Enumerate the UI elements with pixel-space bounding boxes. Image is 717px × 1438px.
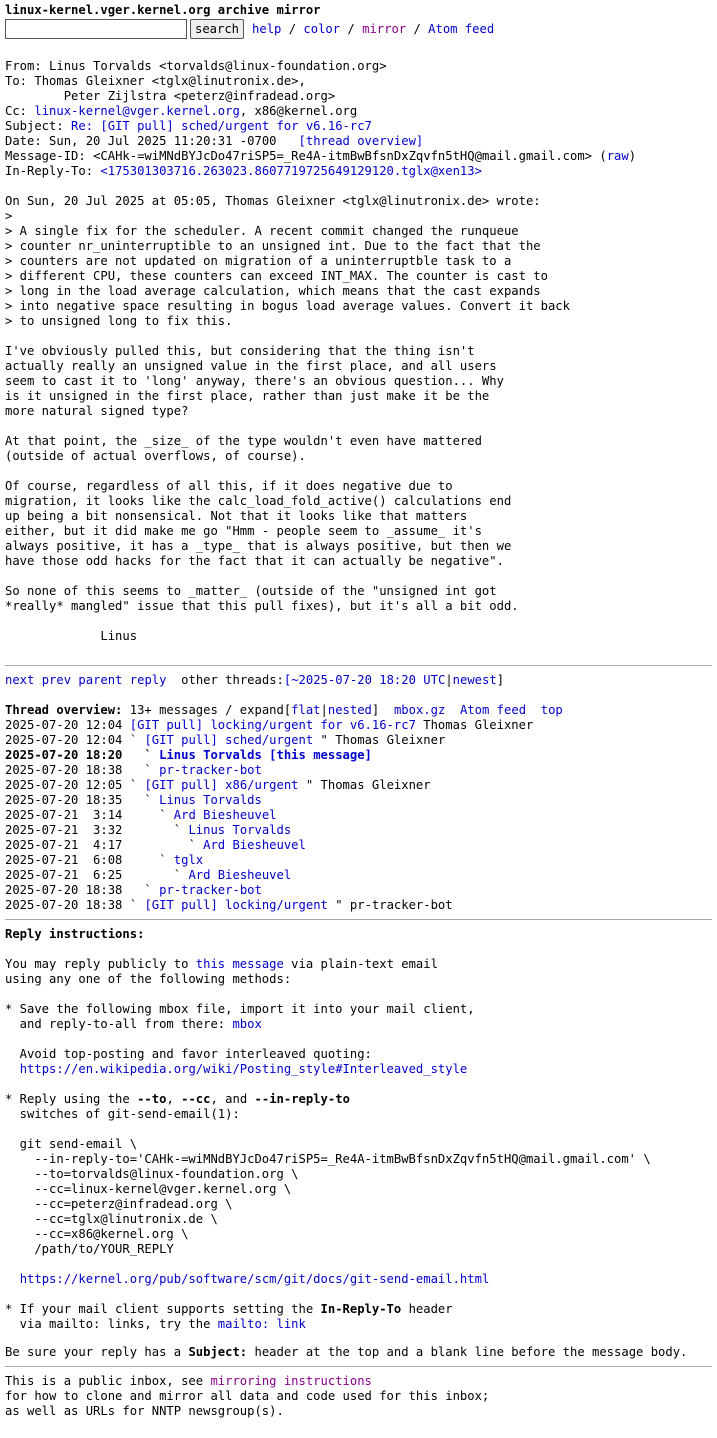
thread-item-link[interactable]: [GIT pull] sched/urgent [144, 733, 314, 747]
thread-item [5, 793, 712, 808]
thread-item-date: 2025-07-20 12:05 [5, 778, 130, 792]
thread-item-indent: ` [129, 838, 204, 852]
from-value: Linus Torvalds <torvalds@linux-foundation.org> [49, 59, 387, 73]
thread-item [5, 808, 712, 823]
message-nav: next prev parent reply other threads:[~2025-07-20 18:20 UTC|newest] [5, 673, 505, 687]
thread-item-link[interactable]: pr-tracker-bot [159, 883, 262, 897]
reply-heading: Reply instructions: [5, 927, 145, 941]
thread-item-date: 2025-07-21 3:14 [5, 808, 130, 822]
page-title: linux-kernel.vger.kernel.org archive mirror [5, 3, 321, 17]
next-link[interactable]: next [5, 673, 35, 687]
message-body: On Sun, 20 Jul 2025 at 05:05, Thomas Gleixner <tglx@linutronix.de> wrote: > > A single fix for the scheduler. A recent commit changed the runqueue > counter nr_uninterruptible to an unsigned int. Due to the fact that the > counters are not updated on migration of a uninterruptble task to a > different CPU, these counters can exceed INT_MAX. The counter is cast to > long in the load average calculation, which means that the cast expands > into negative space resulting in bogus load average values. Convert it back > to unsigned long to fix this. I've obviously pulled this, but considering that the thing isn't actually really an unsigned value in the first place, and all users seem to cast it to 'long' anyway, there's an obvious question... Why is it unsigned in the first place, rather than just make it be the more natural signed type? At that point, the _size_ of the type wouldn't even have mattered (outside of actual overflows, of course). Of course, regardless of all this, if it does negative due to migration, it looks like the calc_load_fold_active() calculations end up being a bit nonsensical. Not that it looks like that matters either, but it did make me go "Hmm - people seem to _assume_ it's always positive, it has a _type_ that is always positive, but then we have those odd hacks for the fact that it can actually be negative". So none of this seems to _matter_ (outside of the "unsigned int got *really* mangled" issue that this pull fixes), but it's all a bit odd. Linus [5, 194, 570, 643]
prev-link[interactable]: prev [41, 673, 72, 687]
thread-item-author: " pr-tracker-bot [327, 898, 453, 912]
thread-item-indent: ` [129, 868, 189, 882]
mirroring-instructions-link[interactable]: mirroring instructions [210, 1374, 372, 1388]
thread-item-link[interactable]: pr-tracker-bot [159, 763, 262, 777]
thread-item [5, 733, 712, 748]
thread-overview-header: Thread overview: 13+ messages / expand[flat|nested] mbox.gz Atom feed top [5, 703, 563, 717]
divider [5, 919, 712, 920]
posting-style-link[interactable]: https://en.wikipedia.org/wiki/Posting_style#Interleaved_style [19, 1062, 468, 1076]
thread-item-indent: ` [129, 748, 160, 762]
divider [5, 665, 712, 666]
thread-item-date: 2025-07-21 4:17 [5, 838, 130, 852]
message-headers: From: Linus Torvalds <torvalds@linux-foundation.org> To: Thomas Gleixner <tglx@linutronix.de>, Peter Zijlstra <peterz@infradead.org> Cc: linux-kernel@vger.kernel.org, x86@kernel.org Subject: Re: [GIT pull] sched/urgent for v6.16-rc7 Date: Sun, 20 Jul 2025 11:20:31 -0700 [thread overview] Message-ID: <CAHk-=wiMNdBYJcDo47riSP5=_Re4A-itmBwBfsnDxZqvfn5tHQ@mail.gmail.com> (raw) In-Reply-To: <175301303716.263023.8607719725649129120.tglx@xen13> [5, 59, 712, 179]
mirror-link[interactable]: mirror [362, 21, 407, 36]
help-link[interactable]: help [252, 21, 282, 36]
thread-item-indent: ` [129, 898, 145, 912]
to-value: Thomas Gleixner <tglx@linutronix.de>, [34, 74, 306, 88]
thread-item-date: 2025-07-21 6:08 [5, 853, 130, 867]
this-message-link[interactable]: this message [195, 957, 284, 971]
subject-link[interactable]: Re: [GIT pull] sched/urgent for v6.16-rc7 [71, 119, 372, 133]
thread-item-date: 2025-07-20 18:38 [5, 898, 130, 912]
thread-item [5, 853, 712, 868]
thread-item-date: 2025-07-20 12:04 [5, 733, 130, 747]
thread-item-date: 2025-07-20 18:38 [5, 763, 130, 777]
thread-item-indent: ` [129, 883, 160, 897]
thread-item [5, 868, 712, 883]
date-range-link[interactable]: [~2025-07-20 18:20 UTC [283, 673, 446, 687]
thread-item-link[interactable]: Linus Torvalds [this message] [159, 748, 372, 762]
thread-item-indent: ` [129, 733, 145, 747]
date-value: Sun, 20 Jul 2025 11:20:31 -0700 [49, 134, 299, 148]
thread-item [5, 778, 712, 793]
thread-item-date: 2025-07-21 6:25 [5, 868, 130, 882]
divider [5, 1366, 712, 1367]
message-id-value: <CAHk-=wiMNdBYJcDo47riSP5=_Re4A-itmBwBfsnDxZqvfn5tHQ@mail.gmail.com> [93, 149, 593, 163]
thread-item-link[interactable]: [GIT pull] locking/urgent [144, 898, 328, 912]
thread-atom-link[interactable]: Atom feed [460, 703, 527, 717]
thread-item-indent: ` [129, 823, 189, 837]
thread-item-date: 2025-07-20 18:20 [5, 748, 130, 762]
git-send-email-command: git send-email \ --in-reply-to='CAHk-=wiMNdBYJcDo47riSP5=_Re4A-itmBwBfsnDxZqvfn5tHQ@mail.gmail.com' \ --to=torvalds@linux-foundation.org \ --cc=linux-kernel@vger.kernel.org \ --cc=peterz@infradead.org \ --cc=tglx@linutronix.de \ --cc=x86@kernel.org \ /path/to/YOUR_REPLY [5, 1137, 651, 1256]
thread-item-indent: ` [129, 778, 145, 792]
thread-item-date: 2025-07-20 18:38 [5, 883, 130, 897]
thread-item-indent: ` [129, 853, 174, 867]
thread-item-date: 2025-07-20 18:35 [5, 793, 130, 807]
thread-list [5, 718, 712, 913]
thread-item-link[interactable]: Linus Torvalds [159, 793, 262, 807]
thread-item [5, 718, 712, 733]
thread-overview-link[interactable]: [thread overview] [298, 134, 424, 148]
thread-item-indent: ` [129, 808, 174, 822]
thread-item-indent: ` [129, 793, 160, 807]
to-value-2: Peter Zijlstra <peterz@infradead.org> [5, 89, 336, 103]
search-bar: search help / color / mirror / Atom feed [5, 18, 712, 40]
footer: This is a public inbox, see mirroring instructions for how to clone and mirror all data and code used for this inbox; as well as URLs for NNTP newsgroup(s). [5, 1374, 490, 1418]
thread-item [5, 898, 712, 913]
thread-item-author: Thomas Gleixner [415, 718, 534, 732]
thread-item-link[interactable]: Ard Biesheuvel [188, 868, 292, 882]
in-reply-to-link[interactable]: <175301303716.263023.8607719725649129120.tglx@xen13> [100, 164, 482, 178]
parent-link[interactable]: parent [78, 673, 123, 687]
thread-item [5, 748, 712, 763]
flat-link[interactable]: flat [291, 703, 321, 717]
reply-link[interactable]: reply [129, 673, 167, 687]
search-input[interactable] [5, 19, 187, 39]
thread-item-link[interactable]: [GIT pull] locking/urgent for v6.16-rc7 [129, 718, 416, 732]
thread-item [5, 883, 712, 898]
thread-item-date: 2025-07-20 12:04 [5, 718, 130, 732]
thread-item-date: 2025-07-21 3:32 [5, 823, 130, 837]
thread-item-author: " Thomas Gleixner [313, 733, 446, 747]
git-send-email-doc-link[interactable]: https://kernel.org/pub/software/scm/git/docs/git-send-email.html [19, 1272, 490, 1286]
thread-item [5, 823, 712, 838]
thread-item-link[interactable]: tglx [173, 853, 204, 867]
thread-item-link[interactable]: Ard Biesheuvel [173, 808, 277, 822]
color-link[interactable]: color [303, 21, 341, 36]
mbox-gz-link[interactable]: mbox.gz [393, 703, 446, 717]
thread-item [5, 763, 712, 778]
thread-item-link[interactable]: Ard Biesheuvel [203, 838, 306, 852]
thread-item-link[interactable]: [GIT pull] x86/urgent [144, 778, 299, 792]
raw-link[interactable]: raw [606, 149, 629, 163]
top-link[interactable]: top [540, 703, 563, 717]
cc-link[interactable]: linux-kernel@vger.kernel.org [34, 104, 240, 118]
nested-link[interactable]: nested [327, 703, 372, 717]
atom-feed-link[interactable]: Atom feed [428, 21, 495, 36]
thread-item-indent: ` [129, 763, 160, 777]
thread-item-link[interactable]: Linus Torvalds [188, 823, 292, 837]
search-button[interactable]: search [190, 19, 244, 39]
newest-link[interactable]: newest [452, 673, 497, 687]
thread-item-author: " Thomas Gleixner [298, 778, 431, 792]
mbox-link[interactable]: mbox [232, 1017, 262, 1031]
thread-item [5, 838, 712, 853]
reply-instructions: Reply instructions: You may reply publicly to this message via plain-text email using any one of the following methods: * Save the following mbox file, import it into your mail client, and reply-to-all from there: mbox Avoid top-posting and favor interleaved quoting: https://en.wikipedia.org/wiki/Posting_style#Interleaved_style * Reply using the --to, --cc, and --in-reply-to switches of git-send-email(1): git send-email \ --in-reply-to='CAHk-=wiMNdBYJcDo47riSP5=_Re4A-itmBwBfsnDxZqvfn5tHQ@mail.gmail.com' \ --to=torvalds@linux-foundation.org \ --cc=linux-kernel@vger.kernel.org \ --cc=peterz@infradead.org \ --cc=tglx@linutronix.de \ --cc=x86@kernel.org \ /path/to/YOUR_REPLY https://kernel.org/pub/software/scm/git/docs/git-send-email.html * If your mail client supports setting the In-Reply-To header via mailto: links, try the mailto: link Be sure your reply has a Subject: header at the top and a blank line before the message body. [5, 927, 712, 1360]
mailto-link[interactable]: mailto: link [217, 1317, 306, 1331]
